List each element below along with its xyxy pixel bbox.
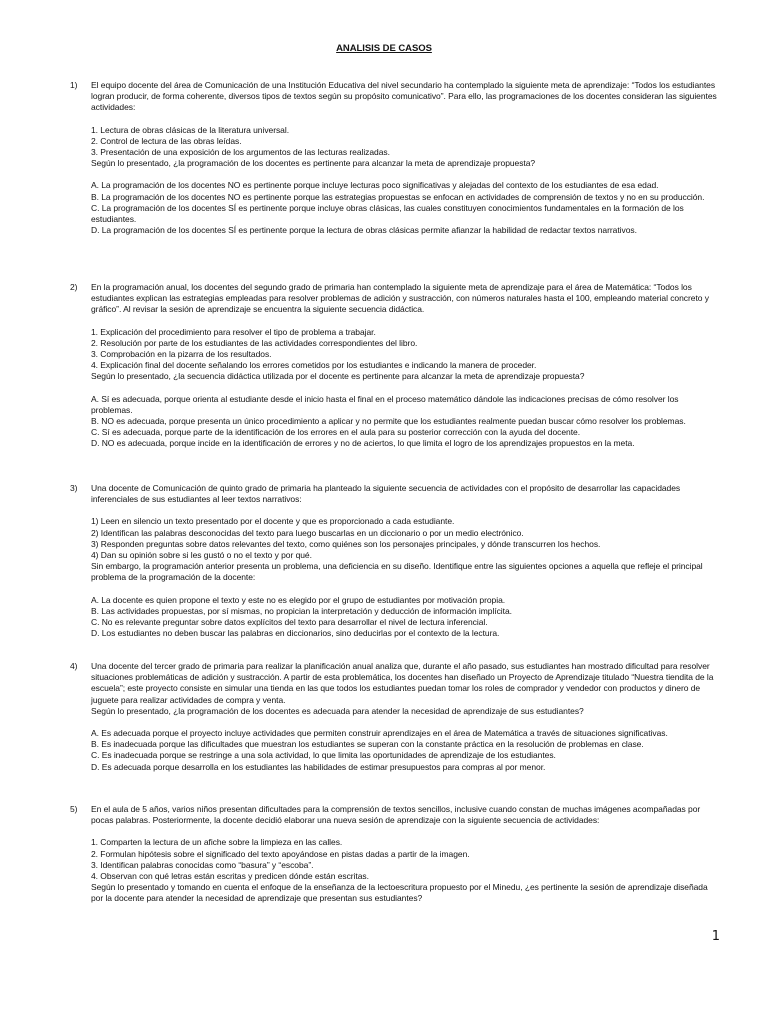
list-item: 3. Presentación de una exposición de los argumentos de las lecturas realizadas. bbox=[91, 147, 390, 158]
list-item: 1) Leen en silencio un texto presentado por el docente y que es proporcionado a cada estudiante. bbox=[91, 516, 455, 527]
question-prompt: Sin embargo, la programación anterior presenta un problema, una deficiencia en su diseño. Identifique entre las siguientes opciones a aquella que refleje el principal problema de la programación de la docente: bbox=[91, 561, 703, 583]
question-number: 2) bbox=[70, 282, 78, 292]
list-item: 2. Resolución por parte de los estudiantes de las actividades correspondientes del libro. bbox=[91, 337, 418, 348]
list-item: 3. Identifican palabras conocidas como “basura” y “escoba”. bbox=[91, 859, 314, 870]
answer-option: C. La programación de los docentes SÍ es pertinente porque incluye obras clásicas, las cuales constituyen conocimientos fundamentales en la formación de los estudiantes. bbox=[91, 202, 684, 225]
question-intro: En el aula de 5 años, varios niños presentan dificultades para la comprensión de textos sencillos, inclusive cuando constan de muchas imágenes acompañadas por pocas palabras. Posteriormente, la docente decidió elaborar una nueva sesión de aprendizaje con la siguiente secuencia de actividades: bbox=[91, 804, 701, 826]
question-intro: Una docente del tercer grado de primaria para realizar la planificación anual analiza que, durante el año pasado, sus estudiantes han mostrado dificultad para resolver situaciones problemáticas de adición y sustracción. A partir de esta problemática, los docentes han diseñado un Proyecto de Aprendizaje titulado “Nuestra tiendita de la escuela”; este proyecto consiste en simular una tienda en las que todos los estudiantes puedan tomar los roles de comprador y vendedor con productos y dinero de juguete para realizar actividades de compra y venta. bbox=[91, 661, 714, 705]
answer-option: A. Es adecuada porque el proyecto incluye actividades que permiten construir aprendizajes en el área de Matemática a través de situaciones significativas. bbox=[91, 728, 668, 739]
list-item: 3) Responden preguntas sobre datos relevantes del texto, como quiénes son los personajes principales, y dónde transcurren los hechos. bbox=[91, 538, 601, 549]
list-item: 2) Identifican las palabras desconocidas del texto para luego buscarlas en un diccionario o por un medio electrónico. bbox=[91, 527, 524, 538]
answer-option: D. La programación de los docentes SÍ es pertinente porque la lectura de obras clásicas permite afianzar la habilidad de redactar textos narrativos. bbox=[91, 225, 637, 236]
question-body bbox=[91, 661, 718, 773]
question-number: 1) bbox=[70, 80, 78, 90]
list-item: 2. Control de lectura de las obras leídas. bbox=[91, 135, 242, 146]
question-number: 4) bbox=[70, 661, 78, 671]
question-intro: En la programación anual, los docentes del segundo grado de primaria han contemplado la siguiente meta de aprendizaje para el área de Matemática: “Todos los estudiantes explican las estrategias empleadas para resolver problemas de adición y sustracción, con números naturales hasta el 100, empleando material concreto y gráfico”. Al revisar la sesión de aprendizaje se encuentra la siguiente secuencia didáctica. bbox=[91, 282, 709, 315]
answer-option: B. Las actividades propuestas, por sí mismas, no propician la interpretación y deducción de información implícita. bbox=[91, 605, 512, 616]
answer-option: C. Sí es adecuada, porque parte de la identificación de los errores en el aula para su posterior corrección con la ayuda del docente. bbox=[91, 427, 581, 438]
question-body bbox=[91, 80, 718, 236]
answer-option: D. NO es adecuada, porque incide en la identificación de errores y no de aciertos, lo que limita el logro de los aprendizajes propuestos en la meta. bbox=[91, 438, 635, 449]
list-item: 4. Observan con qué letras están escritas y predicen dónde están escritas. bbox=[91, 871, 369, 882]
list-item: 1. Comparten la lectura de un afiche sobre la limpieza en las calles. bbox=[91, 837, 343, 848]
list-item: 4. Explicación final del docente señalando los errores cometidos por los estudiantes e indicando la manera de proceder. bbox=[91, 360, 537, 371]
question-prompt: Según lo presentado, ¿la programación de los docentes es adecuada para atender la necesidad de aprendizaje de sus estudiantes? bbox=[91, 705, 584, 716]
page-number: 1 bbox=[711, 929, 720, 944]
answer-option: A. Sí es adecuada, porque orienta al estudiante desde el inicio hasta el final en el proceso matemático dándole las indicaciones precisas de cómo resolver los problemas. bbox=[91, 393, 679, 415]
answer-option: B. Es inadecuada porque las dificultades que muestran los estudiantes se superan con la constante práctica en la resolución de problemas en clase. bbox=[91, 739, 644, 750]
question-prompt: Según lo presentado y tomando en cuenta el enfoque de la enseñanza de la lectoescritura propuesto por el Minedu, ¿es pertinente la sesión de aprendizaje diseñada por la docente para atender la necesidad de aprendizaje que presentan sus estudiantes? bbox=[91, 882, 708, 904]
list-item: 3. Comprobación en la pizarra de los resultados. bbox=[91, 349, 272, 360]
list-item: 1. Explicación del procedimiento para resolver el tipo de problema a trabajar. bbox=[91, 326, 376, 337]
answer-option: B. La programación de los docentes NO es pertinente porque las estrategias propuestas se enfocan en actividades de comprensión de textos y no en su producción. bbox=[91, 191, 705, 202]
answer-option: D. Los estudiantes no deben buscar las palabras en diccionarios, sino deducirlas por el contexto de la lectura. bbox=[91, 628, 500, 639]
question-intro: El equipo docente del área de Comunicación de una Institución Educativa del nivel secundario ha contemplado la siguiente meta de aprendizaje: “Todos los estudiantes logran producir, de forma coherente, diversos tipos de textos según su propósito comunicativo”. Para ello, las programaciones de los docentes consideran las siguientes actividades: bbox=[91, 80, 717, 113]
list-item: 2. Formulan hipótesis sobre el significado del texto apoyándose en pistas dadas a partir de la imagen. bbox=[91, 848, 470, 859]
answer-option: A. La docente es quien propone el texto y este no es elegido por el grupo de estudiantes por motivación propia. bbox=[91, 594, 506, 605]
question-prompt: Según lo presentado, ¿la secuencia didáctica utilizada por el docente es pertinente para alcanzar la meta de aprendizaje propuesta? bbox=[91, 371, 585, 382]
question-intro: Una docente de Comunicación de quinto grado de primaria ha planteado la siguiente secuencia de actividades con el propósito de desarrollar las capacidades inferenciales de sus estudiantes al leer textos narrativos: bbox=[91, 483, 681, 505]
question-body bbox=[91, 483, 718, 639]
answer-option: D. Es adecuada porque desarrolla en los estudiantes las habilidades de estimar presupuestos para compras al por menor. bbox=[91, 761, 546, 772]
answer-option: A. La programación de los docentes NO es pertinente porque incluye lecturas poco significativas y alejadas del contexto de los estudiantes de esa edad. bbox=[91, 180, 659, 191]
question-number: 3) bbox=[70, 483, 78, 493]
question-prompt: Según lo presentado, ¿la programación de los docentes es pertinente para alcanzar la meta de aprendizaje propuesta? bbox=[91, 158, 536, 169]
answer-option: B. NO es adecuada, porque presenta un único procedimiento a aplicar y no permite que los estudiantes realmente puedan buscar cómo resolver los problemas. bbox=[91, 416, 686, 427]
list-item: 4) Dan su opinión sobre si les gustó o no el texto y por qué. bbox=[91, 550, 312, 561]
question-body bbox=[91, 804, 718, 905]
question-number: 5) bbox=[70, 804, 78, 814]
answer-option: C. Es inadecuada porque se restringe a una sola actividad, lo que limita las oportunidades de aprendizaje de los estudiantes. bbox=[91, 750, 556, 761]
answer-option: C. No es relevante preguntar sobre datos explícitos del texto para desarrollar el nivel de lectura inferencial. bbox=[91, 617, 488, 628]
list-item: 1. Lectura de obras clásicas de la literatura universal. bbox=[91, 124, 290, 135]
question-body bbox=[91, 282, 718, 450]
page-title: ANALISIS DE CASOS bbox=[336, 43, 432, 54]
